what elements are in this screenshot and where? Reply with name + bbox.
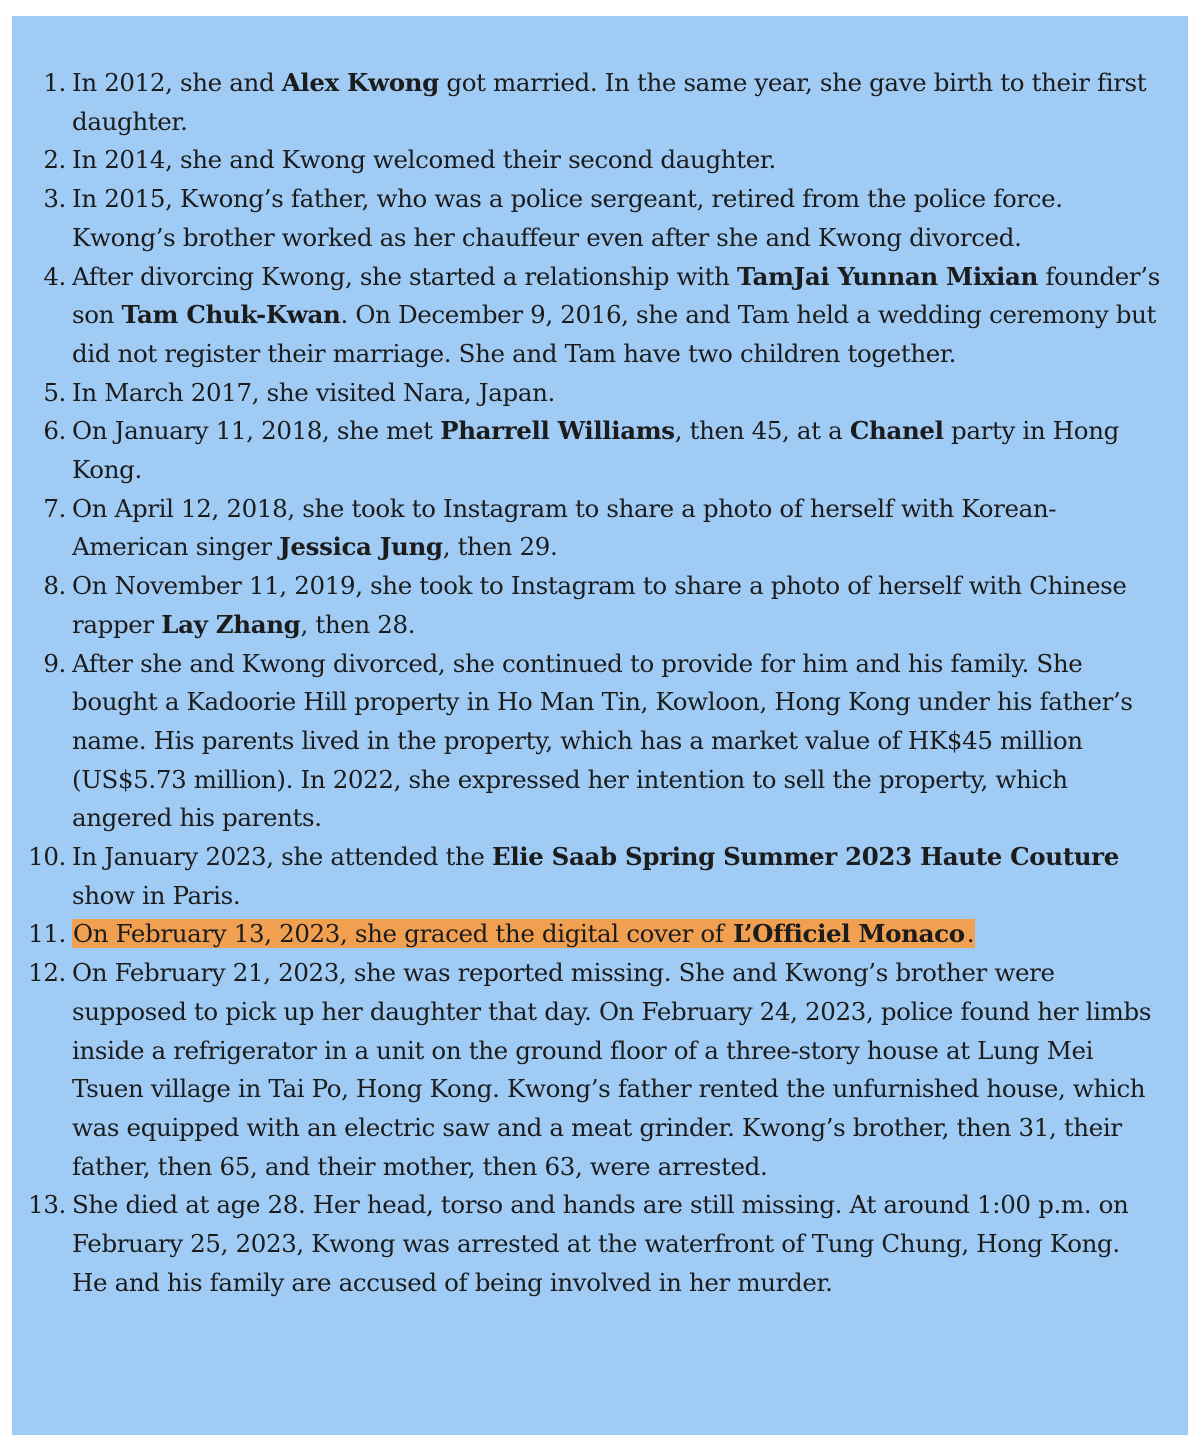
text-segment: In 2015, Kwong’s father, who was a police sergeant, retired from the police force. Kwong’s brother worked as her chauffeur even after she and Kwong divorced.: [72, 184, 1063, 252]
list-item: [12, 645, 1162, 839]
list-item-number: 3.: [43, 184, 66, 214]
bold-name: Chanel: [849, 416, 944, 446]
list-item-number: 1.: [43, 68, 66, 97]
list-item: [12, 412, 1162, 489]
list-item: [12, 141, 1162, 180]
bold-name: Pharrell Williams: [440, 416, 675, 446]
text-segment: In January 2023, she attended the: [72, 842, 492, 872]
text-segment: , then 29.: [442, 532, 558, 562]
text-segment: After divorcing Kwong, she started a relationship with: [72, 261, 737, 291]
list-item: [12, 258, 1162, 374]
list-item: [12, 838, 1162, 915]
list-item-text: [72, 842, 1119, 910]
list-item: [12, 1186, 1162, 1302]
text-segment: In 2014, she and Kwong welcomed their second daughter.: [72, 145, 776, 175]
text-segment: , then 45, at a: [674, 416, 850, 446]
bold-name: Lay Zhang: [161, 609, 301, 639]
list-item: [12, 180, 1162, 257]
list-item-text: [72, 262, 1160, 368]
text-segment: got married. In the same year, she gave birth to their first daughter.: [72, 68, 1147, 136]
list-item-text: [72, 184, 1063, 252]
list-item-text: [72, 649, 1133, 833]
list-item-text: [72, 571, 1127, 639]
list-item-number: 4.: [43, 261, 66, 291]
list-item-number: 9.: [43, 648, 66, 678]
text-segment: party in Hong Kong.: [72, 416, 1119, 485]
list-item-number: 5.: [43, 377, 66, 407]
text-segment: She died at age 28. Her head, torso and hands are still missing. At around 1:00 p.m. on February 25, 2023, Kwong was arrested at the waterfront of Tung Chung, Hong Kong. He and his family are accused of being involved in her murder.: [72, 1190, 1129, 1297]
bold-name: Alex Kwong: [281, 68, 439, 97]
text-segment: After she and Kwong divorced, she continued to provide for him and his family. She bought a Kadoorie Hill property in Ho Man Tin, Kowloon, Hong Kong under his father’s name. His parents lived in the property, which has a market value of HK$45 million (US$5.73 million). In 2022, she expressed her intention to sell the property, which angered his parents.: [72, 648, 1133, 833]
list-item-number: 11.: [28, 919, 66, 949]
list-item: [12, 567, 1162, 644]
list-item-text: [72, 1190, 1128, 1296]
bold-name: Elie Saab Spring Summer 2023 Haute Couture: [492, 842, 1119, 872]
bold-name: TamJai Yunnan Mixian: [736, 261, 1038, 291]
list-item-text: [72, 378, 555, 407]
list-item: [12, 954, 1162, 1186]
list-item: [12, 490, 1162, 567]
text-segment: In 2012, she and: [72, 68, 282, 97]
list-item-number: 6.: [43, 416, 66, 446]
list-item-number: 7.: [43, 493, 66, 523]
list-item-number: 8.: [43, 571, 66, 601]
text-segment: founder’s son: [72, 261, 1160, 330]
text-segment: On November 11, 2019, she took to Instagram to share a photo of herself with Chinese rapper: [72, 571, 1127, 639]
list-item: [12, 915, 1162, 954]
list-item-text: [72, 919, 975, 948]
text-segment: On February 21, 2023, she was reported missing. She and Kwong’s brother were supposed to pick up her daughter that day. On February 24, 2023, police found her limbs inside a refrigerator in a unit on the ground floor of a three-story house at Lung Mei Tsuen village in Tai Po, Hong Kong. Kwong’s father rented the unfurnished house, which was equipped with an electric saw and a meat grinder. Kwong’s brother, then 31, their father, then 65, and their mother, then 63, were arrested.: [72, 958, 1152, 1181]
list-item-number: 12.: [28, 958, 66, 988]
list-item: [12, 374, 1162, 413]
list-item-text: [72, 494, 1056, 562]
list-item-text: [72, 958, 1151, 1181]
list-item: [12, 64, 1162, 141]
text-segment: show in Paris.: [72, 880, 241, 910]
list-item-text: [72, 416, 1119, 484]
text-segment: . On December 9, 2016, she and Tam held a wedding ceremony but did not register their marriage. She and Tam have two children together.: [72, 300, 1157, 368]
highlighted-text: On February 13, 2023, she graced the digital cover of: [73, 919, 731, 949]
highlighted-text: .: [966, 919, 975, 949]
highlighted-bold-name: L’Officiel Monaco: [733, 919, 965, 949]
list-item-number: 2.: [43, 145, 66, 175]
text-segment: On April 12, 2018, she took to Instagram to share a photo of herself with Korean-American singer: [72, 493, 1057, 562]
list-item-number: 13.: [28, 1190, 66, 1220]
list-item-number: 10.: [28, 842, 66, 872]
numbered-list: [12, 64, 1162, 1303]
text-segment: , then 28.: [300, 609, 416, 639]
list-item-text: [72, 68, 1146, 136]
bold-name: Jessica Jung: [279, 532, 443, 562]
text-segment: On January 11, 2018, she met: [72, 416, 441, 446]
content-panel: [12, 16, 1188, 1435]
bold-name: Tam Chuk-Kwan: [121, 300, 341, 330]
text-segment: In March 2017, she visited Nara, Japan.: [72, 377, 555, 407]
list-item-text: [72, 145, 776, 174]
